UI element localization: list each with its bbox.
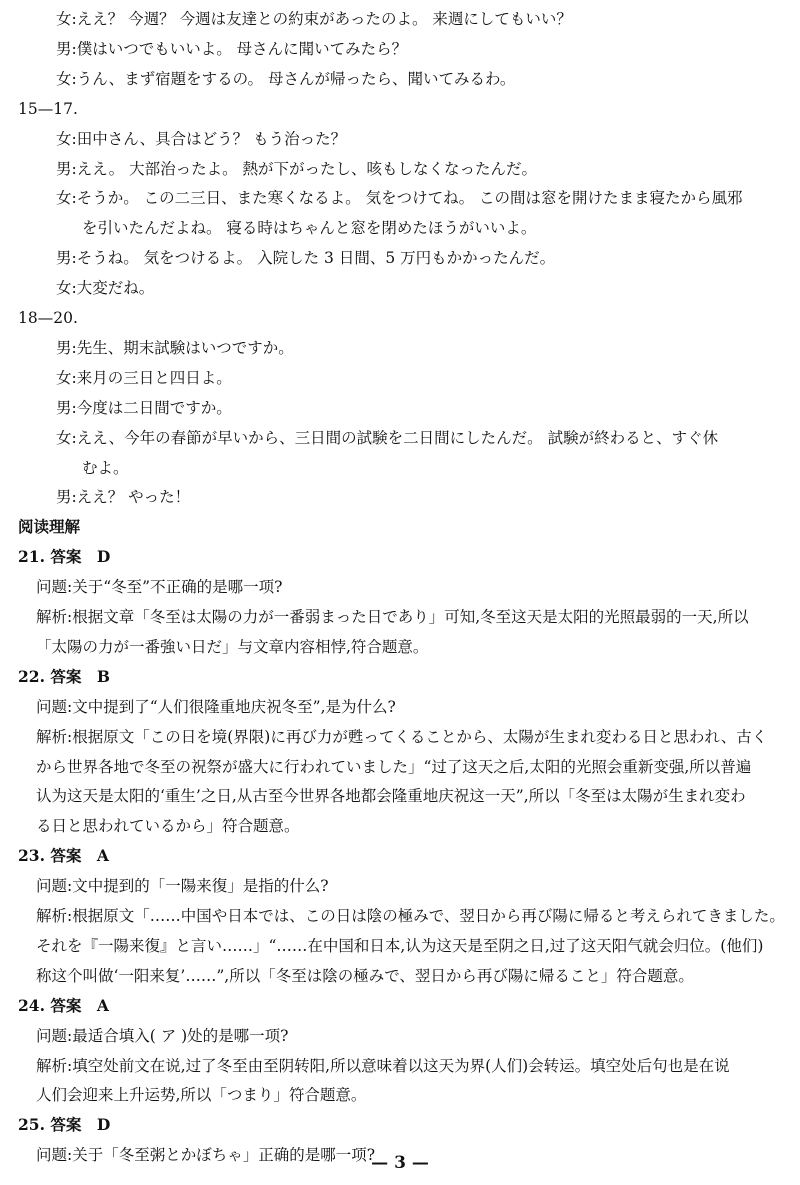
dialogue-text: 田中さん、具合はどう？ もう治った？ [76, 129, 347, 148]
dialogue-text: ええ？ 今週？ 今週は友達との約束があったのよ。 来週にしてもいい？ [76, 10, 572, 28]
analysis-text: それを『一陽来復』と言い……」“……在中国和日本,认为这天是至阴之日,过了这天阳气就会归位。(他们) [36, 936, 764, 955]
answer-heading: 21. 答案 D [18, 547, 111, 567]
dialogue-text: うん、まず宿題をするの。 母さんが帰ったら、聞いてみるわ。 [76, 69, 516, 88]
dialogue-number: 15—17. [18, 99, 78, 118]
speaker-label: 女 [56, 368, 72, 387]
analysis-text: 解析:根据原文「……中国や日本では、この日は陰の極みで、翌日から再び陽に帰ると考えられてきました。 [36, 907, 785, 925]
answer-heading: 23. 答案 A [18, 846, 109, 866]
dialogue-line: 男:ええ？ やった！ [56, 482, 190, 512]
dialogue-text: 大変だね。 [76, 279, 155, 298]
question-text: 问题:关于「冬至粥とかぼちゃ」正确的是哪一项? [36, 1146, 376, 1165]
speaker-label: 女 [56, 10, 72, 28]
dialogue-line: 女:ええ？ 今週？ 今週は友達との約束があったのよ。 来週にしてもいい？ [56, 4, 572, 34]
analysis-text: 解析:根据原文「この日を境(界限)に再び力が甦ってくることから、太陽が生まれ変わる日と思われ、古く [36, 727, 768, 746]
analysis-text: る日と思われているから」符合题意。 [36, 817, 300, 836]
speaker-label: 女 [56, 69, 72, 88]
dialogue-line: 男:ええ。 大部治ったよ。 熱が下がったし、咳もしなくなったんだ。 [56, 154, 537, 184]
speaker-label: 男 [56, 488, 72, 507]
dialogue-text: ええ？ やった！ [76, 488, 191, 507]
analysis-text: 解析:填空处前文在说,过了冬至由至阴转阳,所以意味着以这天为界(人们)会转运。填空处后句也是在说 [36, 1056, 730, 1075]
speaker-label: 男 [56, 39, 72, 58]
dialogue-line: 女:来月の三日と四日よ。 [56, 363, 232, 393]
analysis-text: 认为这天是太阳的‘重生’之日,从古至今世界各地都会隆重地庆祝这一天”,所以「冬至は太陽が生まれ変わ [36, 787, 746, 806]
dialogue-line: 女:そうか。 この二三日、また寒くなるよ。 気をつけてね。 この間は窓を開けたまま寝たから風邪 [56, 183, 743, 213]
dialogue-line: 女:田中さん、具合はどう？ もう治った？ [56, 124, 346, 154]
dialogue-continuation: むよ。 [82, 458, 129, 477]
analysis-text: 解析:根据文章「冬至は太陽の力が一番弱まった日であり」可知,冬至这天是太阳的光照最弱的一天,所以 [36, 608, 749, 626]
answer-heading: 22. 答案 B [18, 666, 110, 686]
dialogue-continuation: を引いたんだよね。 寝る時はちゃんと窓を閉めたほうがいいよ。 [82, 219, 537, 238]
dialogue-line: 女:うん、まず宿題をするの。 母さんが帰ったら、聞いてみるわ。 [56, 64, 515, 94]
dialogue-text: ええ。 大部治ったよ。 熱が下がったし、咳もしなくなったんだ。 [76, 159, 538, 178]
dialogue-number: 18—20. [18, 309, 78, 327]
speaker-label: 女 [56, 189, 72, 208]
analysis-text: 「太陽の力が一番強い日だ」与文章内容相悖,符合题意。 [36, 637, 429, 656]
dialogue-text: そうね。 気をつけるよ。 入院した 3 日間、5 万円もかかったんだ。 [76, 249, 556, 268]
dialogue-text: 僕はいつでもいいよ。 母さんに聞いてみたら？ [76, 39, 408, 58]
analysis-text: 称这个叫做‘一阳来复’……”,所以「冬至は陰の極みで、翌日から再び陽に帰ること」符合题意。 [36, 966, 694, 985]
speaker-label: 男 [56, 249, 72, 268]
dialogue-text: ええ、今年の春節が早いから、三日間の試験を二日間にしたんだ。 試験が終わると、すぐ休 [76, 428, 719, 447]
answer-heading: 25. 答案 D [18, 1115, 111, 1135]
page-number: — 3 — [371, 1153, 429, 1173]
analysis-text: から世界各地で冬至の祝祭が盛大に行われていました」“过了这天之后,太阳的光照会重新变强,所以普遍 [36, 757, 752, 776]
section-title: 阅读理解 [18, 517, 81, 537]
dialogue-line: 男:僕はいつでもいいよ。 母さんに聞いてみたら？ [56, 34, 407, 64]
speaker-label: 女 [56, 279, 72, 298]
dialogue-line: 女:ええ、今年の春節が早いから、三日間の試験を二日間にしたんだ。 試験が終わると、すぐ休 [56, 423, 718, 453]
dialogue-line: 女:大変だね。 [56, 273, 154, 303]
dialogue-line: 男:そうね。 気をつけるよ。 入院した 3 日間、5 万円もかかったんだ。 [56, 243, 555, 273]
analysis-text: 人们会迎来上升运势,所以「つまり」符合题意。 [36, 1086, 367, 1105]
speaker-label: 男 [56, 338, 72, 357]
dialogue-text: 今度は二日間ですか。 [76, 398, 232, 417]
question-text: 问题:文中提到了“人们很隆重地庆祝冬至”,是为什么? [36, 697, 396, 716]
answer-heading: 24. 答案 A [18, 995, 109, 1015]
dialogue-text: 来月の三日と四日よ。 [76, 368, 232, 387]
question-text: 问题:关于“冬至”不正确的是哪一项? [36, 578, 283, 597]
speaker-label: 男 [56, 398, 72, 417]
speaker-label: 男 [56, 159, 72, 178]
dialogue-text: そうか。 この二三日、また寒くなるよ。 気をつけてね。 この間は窓を開けたまま寝たから風邪 [76, 189, 743, 208]
speaker-label: 女 [56, 428, 72, 447]
question-text: 问题:文中提到的「一陽来復」是指的什么? [36, 877, 329, 896]
question-text: 问题:最适合填入( ア )处的是哪一项? [36, 1026, 289, 1045]
dialogue-text: 先生、期末試験はいつですか。 [76, 338, 294, 357]
dialogue-line: 男:今度は二日間ですか。 [56, 393, 232, 423]
speaker-label: 女 [56, 129, 72, 148]
dialogue-line: 男:先生、期末試験はいつですか。 [56, 333, 294, 363]
